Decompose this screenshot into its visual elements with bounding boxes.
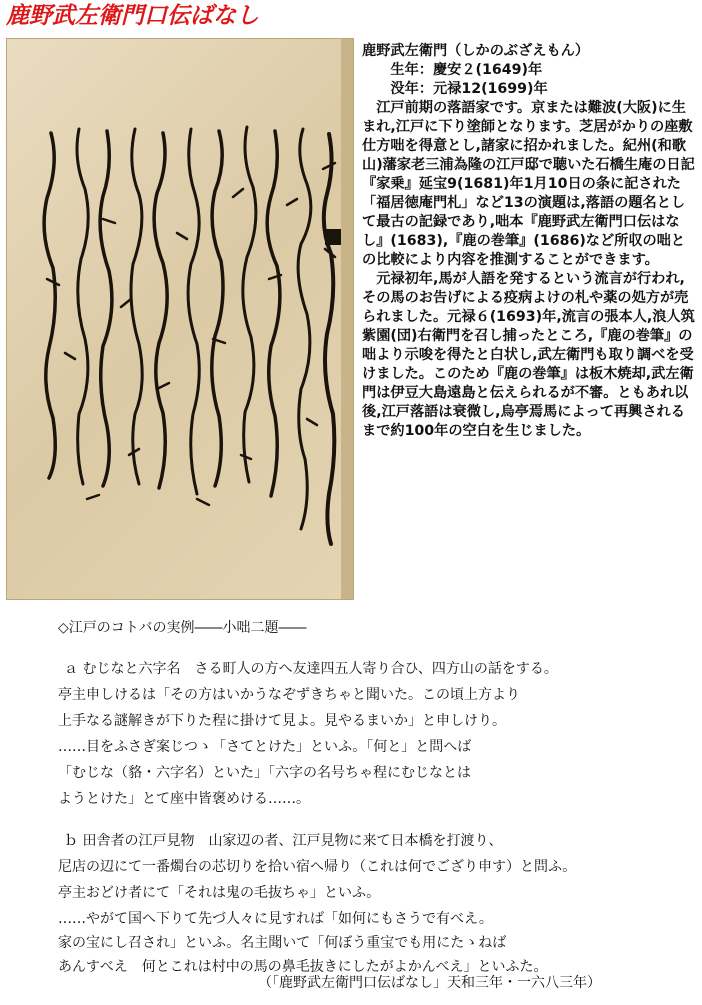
story-a-line: 「むじな（貉・六字名）といた」「六字の名号ちゃ程にむじなとは <box>58 765 471 781</box>
story-b-line: ……やがて国へ下りて先づ人々に見すれば「如何にもさうで有べえ。 <box>58 911 493 927</box>
story-b-line: あんすべえ 何とこれは村中の馬の鼻毛抜きにしたがよかんべえ」といふた。 <box>58 959 548 975</box>
chapter-mark <box>325 229 341 245</box>
page-title: 鹿野武左衛門口伝ばなし <box>6 3 259 29</box>
story-b-line: 家の宝にし召され」といふ。名主聞いて「何ぼう重宝でも用にたゝねば <box>58 935 507 951</box>
examples-heading: ◇江戸のコトバの実例――小咄二題―― <box>58 620 307 636</box>
story-a-line: 亭主申しけるは「その方はいかうなぞずきちゃと聞いた。この頃上方より <box>58 687 520 703</box>
source-caption: （「鹿野武左衛門口伝ばなし」天和三年・一六八三年） <box>258 975 601 991</box>
story-b-line: ｂ 田舎者の江戸見物 山家辺の者、江戸見物に来て日本橋を打渡り、 <box>64 833 503 849</box>
bio-paragraph-2: 元禄初年,馬が人語を発するという流言が行われ,その馬のお告げによる疫病よけの札や薬の処方が売られました。元禄６(1693)年,流言の張本人,浪人筑紫園(団)右衛門を召し捕ったところ,『鹿の巻筆』の咄より示唆を得たと白状し,武左衛門も取り調べを受けました。このため『鹿の巻筆』は板木焼却,武左衛門は伊豆大島遠島と伝えられるが不審。ともあれ以後,江戸落語は衰微し,烏亭焉馬によって再興されるまで約100年の空白を生じました。 <box>362 271 695 439</box>
story-b-line: 尼店の辺にて一番燭台の芯切りを拾い宿へ帰り（これは何でござり申す）と問ふ。 <box>58 859 577 875</box>
story-b-line: 亭主おどけ者にて「それは鬼の毛抜ちゃ」といふ。 <box>58 885 381 901</box>
bio-name: 鹿野武左衛門（しかのぶざえもん） <box>362 43 590 59</box>
story-a-line: ようとけた」とて座中皆褒めける……。 <box>58 791 310 807</box>
story-a-line: ａ むじなと六字名 さる町人の方へ友達四五人寄り合ひ、四方山の話をする。 <box>64 661 558 677</box>
biography-panel <box>362 42 698 441</box>
bio-paragraph-1: 江戸前期の落語家です。京または難波(大阪)に生まれ,江戸に下り塗師となります。芝居がかりの座敷仕方咄を得意とし,諸家に招かれました。紀州(和歌山)藩家老三浦為隆の江戸邸で聴いた石橋生庵の日記『家乗』延宝9(1681)年1月10日の条に記された「福居徳庵門札」など13の演題は,落語の題名として最古の記録であり,咄本『鹿野武左衛門口伝はなし』(1683),『鹿の巻筆』(1686)など所収の咄との比較により内容を推測することができます。 <box>362 100 695 268</box>
manuscript-calligraphy-image <box>7 39 354 600</box>
manuscript-scan-image <box>6 38 354 600</box>
story-a-line: 上手なる謎解きが下りた程に掛けて見よ。見やるまいか」と申しけり。 <box>58 713 506 729</box>
bio-died: 没年：元禄12(1699)年 <box>390 81 548 97</box>
bio-born: 生年：慶安２(1649)年 <box>390 62 543 78</box>
story-a-line: ……目をふさぎ案じつゝ「さてとけた」といふ。「何と」と問へば <box>58 739 472 755</box>
